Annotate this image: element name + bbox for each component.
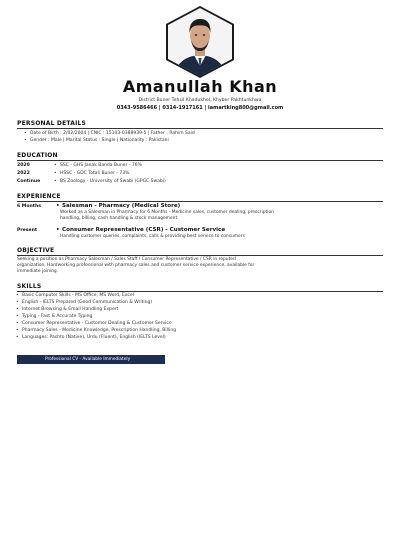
personal-details-heading: PERSONAL DETAILS bbox=[17, 120, 87, 127]
education-divider bbox=[17, 160, 383, 161]
education-year: 2020 bbox=[17, 163, 30, 168]
personal-detail-line: • Date of Birth : 2/02/2004 | CNIC : 15103-0388939-5 | Father : Rahim Said bbox=[30, 131, 195, 137]
education-entry: • BS Zoology - University of Swabi (GPGC Swabi) bbox=[60, 179, 166, 185]
experience-duration: Present bbox=[17, 228, 38, 233]
objective-heading: OBJECTIVE bbox=[17, 247, 55, 254]
availability-banner: Professional CV - Available Immediately bbox=[17, 355, 165, 364]
profile-photo-hexagon bbox=[166, 6, 234, 78]
skill-item: • Typing - Fast & Accurate Typing bbox=[22, 314, 92, 320]
skill-item: • Pharmacy Sales - Medicine Knowledge, Prescription Handling, Billing bbox=[22, 328, 176, 334]
education-heading: EDUCATION bbox=[17, 152, 58, 159]
skill-item: • Consumer Representative - Customer Dealing & Customer Service bbox=[22, 321, 172, 327]
experience-heading: EXPERIENCE bbox=[17, 193, 61, 200]
candidate-contact: 0343-9586466 | 0314-1917161 | iamartking800@gmail.com bbox=[116, 105, 284, 111]
skills-divider bbox=[17, 291, 383, 292]
skill-item: • English - IELTS Prepared (Good Communication & Writing) bbox=[22, 300, 152, 306]
education-year: 2022 bbox=[17, 171, 30, 176]
experience-duration: 6 Months bbox=[17, 204, 41, 209]
education-year: Continue bbox=[17, 179, 41, 184]
skills-heading: SKILLS bbox=[17, 283, 42, 290]
personal-details-divider bbox=[17, 128, 383, 129]
education-entry: • HSSC - GDC Totali Buner - 73% bbox=[60, 171, 129, 177]
experience-description: Worked as a Salesman in Pharmacy for 6 Months - Medicine sales, customer dealing, prescription handling, billing, cash handling & stock management bbox=[60, 210, 274, 221]
education-entry: • SSC - GHS Janak Banda Buner - 76% bbox=[60, 163, 142, 169]
skill-item: • Internet Browsing & Email Handling Expert bbox=[22, 307, 118, 313]
objective-text: Seeking a position as Pharmacy Salesman / Sales Staff / Consumer Representative / CSR in reputed organization. Hardworking professional with pharmacy sales and customer service experience, available for immediate joining. bbox=[17, 257, 255, 274]
skill-item: • Basic Computer Skills - MS Office, MS Word, Excel bbox=[22, 293, 134, 299]
experience-divider bbox=[17, 201, 383, 202]
objective-divider bbox=[17, 255, 383, 256]
profile-photo bbox=[166, 6, 234, 78]
experience-role: • Consumer Representative (CSR) - Customer Service bbox=[62, 227, 225, 233]
experience-role: • Salesman - Pharmacy (Medical Store) bbox=[62, 203, 180, 209]
personal-detail-line: • Gender : Male | Marital Status : Single | Nationality : Pakistani bbox=[30, 138, 169, 144]
skill-item: • Languages: Pashto (Native), Urdu (Fluent), English (IELTS Level) bbox=[22, 335, 166, 341]
candidate-address: District Buner Tehsil Khadukhel, Khyber Pakhtunkhwa bbox=[138, 98, 262, 103]
experience-description: Handling customer queries, complaints, calls & providing best service to consumers bbox=[60, 234, 245, 239]
candidate-name: Amanullah Khan bbox=[122, 77, 278, 96]
